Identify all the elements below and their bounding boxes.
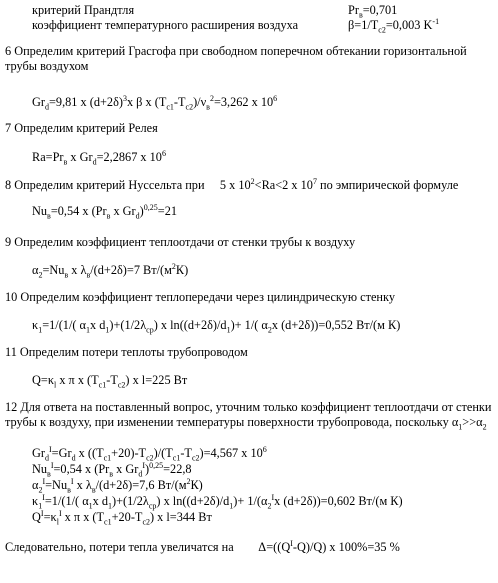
heat-loss-formula: $Q=\kappa_l$ x π x $(T_{c1}-T_{c2})$ x l=225 Вт [32, 373, 188, 390]
nusselt-formula: $Nu_в=0,54$ x ($Pr_в$ x $Gr_d)^{0,25}=21$ [32, 202, 177, 221]
beta-value: $\beta=1/T_{c2}=0,003$ $K^{-1}$ [348, 16, 440, 35]
k1-formula: $\kappa_1=1/(1/$( $\alpha_1x$ $d_1)+(1/2\lambda_{ср})$ x $\ln((d+2\delta)/d_1)+ 1/$( $\alpha_2x$ (d+2δ))=0,552 Вт/(м К) [32, 318, 401, 335]
prandtl-label: критерий Прандтля [32, 3, 135, 17]
alpha2-formula: $\alpha_2=Nu_в$ x $\lambda_в/(d+2\delta)=7$ $Вт/(м^2К)$ [32, 261, 189, 280]
beta-label: коэффициент температурного расширения воздуха [32, 18, 299, 32]
step6-heading: 6 Определим критерий Грасгофа при свободном поперечном обтекании горизонтальной трубы воздухом [5, 44, 467, 73]
alpha2-new-formula: $\alpha_2^I=Nu_в^I$ x $\lambda_в/(d+2\delta)=7,6$ $Вт/(м^2К)$ [32, 476, 203, 495]
step11-heading: 11 Определим потери теплоты трубопроводом [5, 345, 248, 359]
step9-heading: 9 Определим коэффициент теплоотдачи от стенки трубы к воздуху [5, 235, 356, 249]
grashof-new-formula: $Gr_d^I=Gr_d$ x $((T_{c1}+20)-T_{c2})/(T_{c1}-T_{c2})=4,567$ x $10^6$ [32, 444, 267, 463]
step8-heading: 8 Определим критерий Нуссельта при 5 x $10^2<Ra<2$ x $10^7$ по эмпирической формуле [5, 176, 459, 192]
prandtl-value: $Pr_в=0,701$ [348, 3, 398, 20]
step12-heading: 12 Для ответа на поставленный вопрос, уточним только коэффициент теплоотдачи от стенки трубы к воздуху, при изменении температуры поверхности трубопровода, поскольку $\alpha_1>>\alpha_2$ [5, 400, 492, 432]
nusselt-new-formula: $Nu_в^I=0,54$ x ($Pr_в$ x $Gr_d^I)^{0,25}=22,8$ [32, 460, 192, 479]
heat-loss-new-formula: $Q^I=\kappa_l^I$ x π x $(T_{c1}+20-T_{c2})$ x l=344 Вт [32, 508, 212, 527]
conclusion: Следовательно, потери тепла увеличатся на $\Delta=((Q^I-Q)/Q)$ x 100%=35 % [5, 538, 400, 554]
step10-heading: 10 Определим коэффициент теплопередачи через цилиндрическую стенку [5, 290, 395, 304]
rayleigh-formula: $Ra=Pr_в$ x $Gr_d=2,2867$ x $10^6$ [32, 148, 166, 167]
step7-heading: 7 Определим критерий Релея [5, 121, 158, 135]
grashof-formula: $Gr_d=9,81$ x $(d+2\delta)^3x$ β x $(T_{c1}-T_{c2})/\nu_в^2=3,262$ x $10^6$ [32, 93, 278, 112]
k1-new-formula: $\kappa_1^I=1/(1/$( $\alpha_1x$ $d_1)+(1/2\lambda_{ср})$ x $\ln((d+2\delta)/d_1)+ 1/(\alpha_2^Ix$ (d+2δ))=0,602 Вт/(м К) [32, 492, 403, 511]
